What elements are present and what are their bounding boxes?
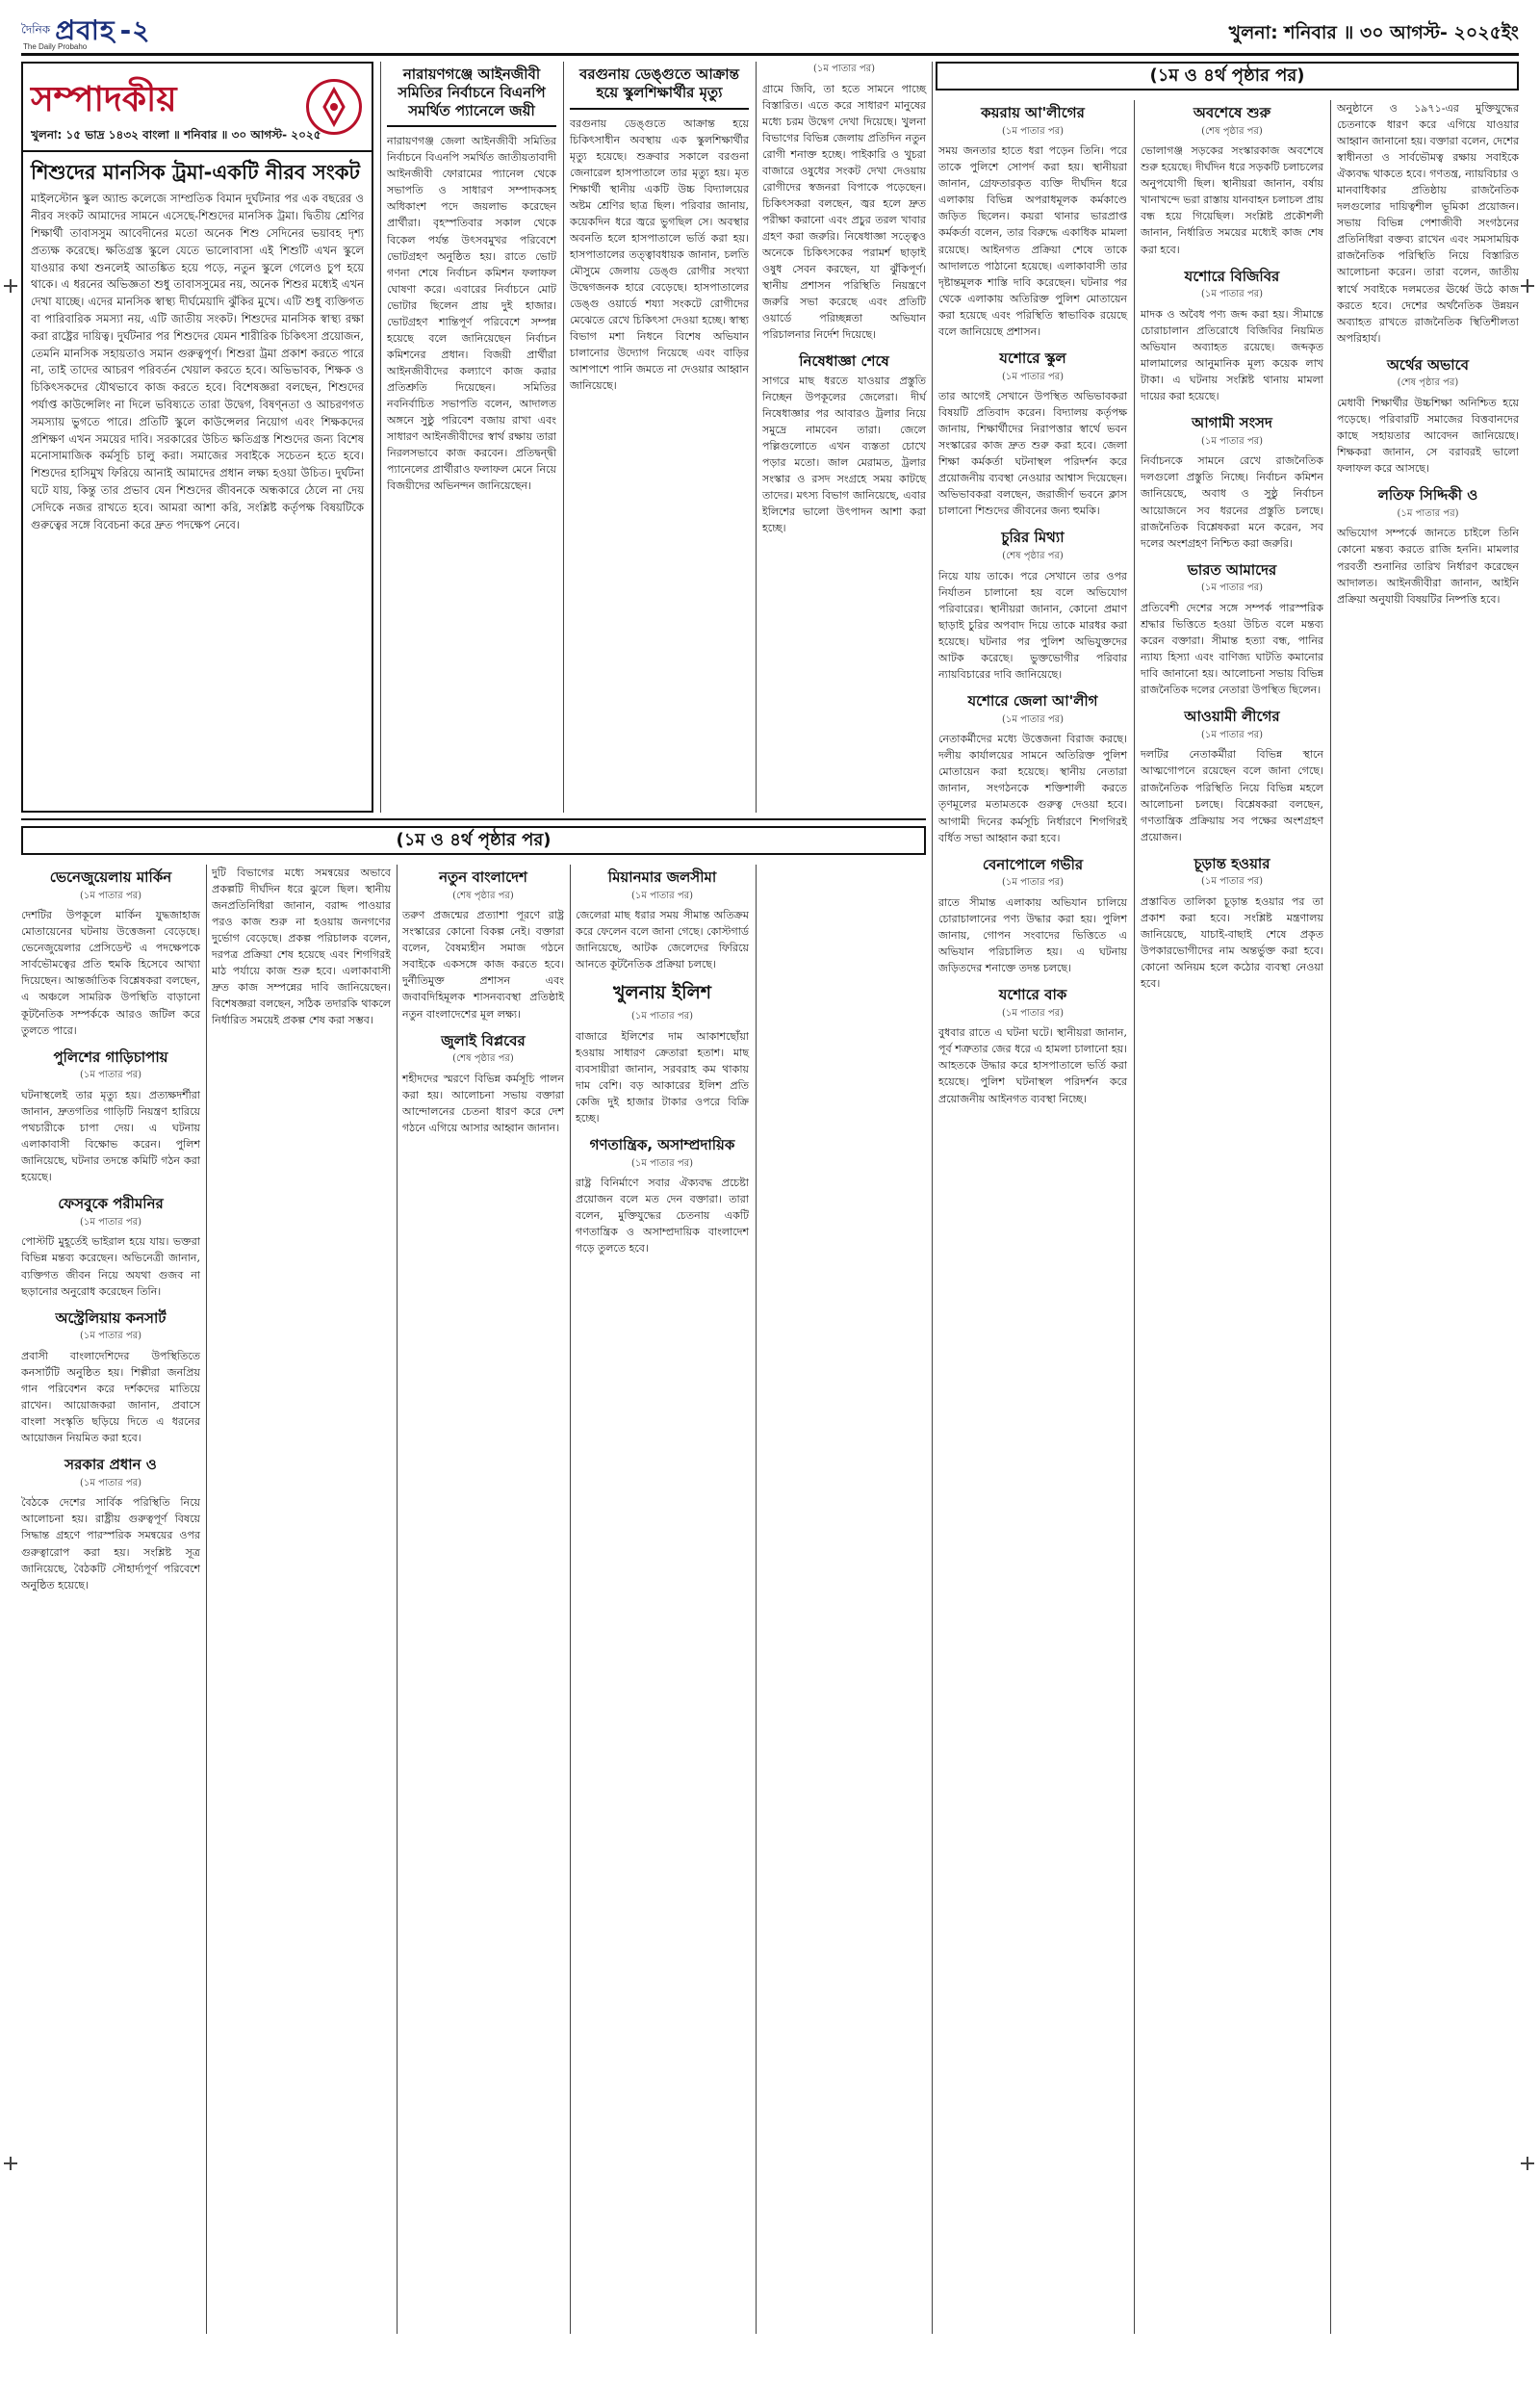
continuation-note: (১ম পাতার পর) (79, 1070, 142, 1081)
lower-column-4 (576, 865, 749, 1266)
story-headline[interactable]: যশোরে বাক (998, 986, 1067, 1004)
editorial-banner (23, 64, 372, 152)
continuation-note: (১ম পাতার পর) (1200, 582, 1264, 594)
story-headline[interactable]: নিষেধাজ্ঞা শেষে (799, 352, 889, 371)
continuation-note: (১ম পাতার পর) (79, 890, 142, 901)
story-body: দুটি বিভাগের মধ্যে সমন্বয়ের অভাবে প্রকল্পটি দীর্ঘদিন ধরে ঝুলে ছিল। স্থানীয় জনপ্রতিনিধিরা জানান, বরাদ্দ পাওয়ার পরও কাজ শুরু না হওয়ায় জনগণের দুর্ভোগ বেড়েছে। প্রকল্প পরিচালক বলেন, দরপত্র প্রক্রিয়া শেষ হয়েছে এবং শিগগিরই মাঠ পর্যায়ে কাজ শুরু হবে। এলাকাবাসী দ্রুত কাজ সম্পন্নের দাবি জানিয়েছেন। বিশেষজ্ঞরা বলছেন, সঠিক তদারকি থাকলে নির্ধারিত সময়েই প্রকল্প শেষ করা সম্ভব। (212, 867, 391, 1027)
editorial-headline[interactable]: শিশুদের মানসিক ট্রমা-একটি নীরব সংকট (31, 161, 360, 184)
column-divider (1134, 100, 1135, 2334)
story-body: বুধবার রাতে এ ঘটনা ঘটে। স্থানীয়রা জানান, পূর্ব শত্রুতার জের ধরে এ হামলা চালানো হয়। আহতকে উদ্ধার করে হাসপাতালে ভর্তি করা হয়েছে। পুলিশ ঘটনাস্থল পরিদর্শন করে প্রয়োজনীয় আইনগত ব্যবস্থা নিচ্ছে। (938, 1026, 1127, 1105)
column-divider (932, 62, 933, 2334)
right-column-b (1141, 100, 1323, 1001)
continuation-note: (১ম পাতার পর) (1001, 371, 1065, 382)
column-divider (380, 62, 381, 813)
lower-column-1 (21, 865, 200, 1603)
continuation-note: (১ম পাতার পর) (1200, 729, 1264, 740)
column-divider (397, 865, 398, 2334)
divider (570, 108, 749, 110)
story-lawyers-election (387, 62, 556, 504)
registration-mark-icon (4, 2157, 17, 2170)
story-body: দেশটির উপকূলে মার্কিন যুদ্ধজাহাজ মোতায়েনের ঘটনায় উত্তেজনা বেড়েছে। ভেনেজুয়েলার প্রেসিডেন্ট এ পদক্ষেপকে সার্বভৌমত্বের প্রতি হুমকি হিসেবে আখ্যা দিয়েছেন। আন্তর্জাতিক বিশ্লেষকরা বলছেন, এ অঞ্চলে সামরিক উপস্থিতি বাড়ানো কূটনৈতিক সম্পর্ককে আরও জটিল করে তুলতে পারে। (21, 909, 200, 1037)
story-headline[interactable]: অবশেষে শুরু (1193, 104, 1271, 121)
continuation-note: (১ম পাতার পর) (79, 1216, 142, 1228)
story-headline[interactable]: আওয়ামী লীগের (1184, 708, 1280, 726)
logo-subtitle: দৈনিক (21, 22, 51, 37)
story-body: মাদক ও অবৈধ পণ্য জব্দ করা হয়। সীমান্তে চোরাচালান প্রতিরোধে বিজিবির নিয়মিত অভিযান অব্যাহত রয়েছে। জব্দকৃত মালামালের আনুমানিক মূল্য কয়েক লাখ টাকা। এ ঘটনায় সংশ্লিষ্ট থানায় মামলা দায়ের করা হয়েছে। (1141, 307, 1323, 403)
continuation-note: (১ম পাতার পর) (1001, 125, 1065, 137)
continuation-note: (১ম পাতার পর) (1001, 1007, 1065, 1019)
continuation-note: (১ম পাতার পর) (630, 1011, 694, 1022)
continuation-banner: (১ম ও ৪র্থ পৃষ্ঠার পর) (936, 62, 1519, 91)
story-body: সাগরে মাছ ধরতে যাওয়ার প্রস্তুতি নিচ্ছেন উপকূলের জেলেরা। দীর্ঘ নিষেধাজ্ঞার পর আবারও ট্রলার নিয়ে সমুদ্রে নামবেন তারা। জেলে পল্লিগুলোতে এখন ব্যস্ততা চোখে পড়ার মতো। জাল মেরামত, ট্রলার সংস্কার ও রসদ সংগ্রহে সময় কাটছে তাদের। মৎস্য বিভাগ জানিয়েছে, এবার ইলিশের ভালো উৎপাদন আশা করা হচ্ছে। (762, 375, 926, 535)
story-body: তার আগেই সেখানে উপস্থিত অভিভাবকরা বিষয়টি প্রতিবাদ করেন। বিদ্যালয় কর্তৃপক্ষ জানায়, শিক্ষার্থীদের নিরাপত্তার স্বার্থে ভবন সংস্কারের কাজ দ্রুত শুরু করা হবে। জেলা শিক্ষা কর্মকর্তা ঘটনাস্থল পরিদর্শন করে প্রয়োজনীয় ব্যবস্থা নেওয়ার আশ্বাস দিয়েছেন। অভিভাবকরা বলছেন, জরাজীর্ণ ভবনে ক্লাস চালানো শিশুদের জীবনের জন্য হুমকি। (938, 390, 1127, 518)
story-body: মেধাবী শিক্ষার্থীর উচ্চশিক্ষা অনিশ্চিত হয়ে পড়েছে। পরিবারটি সমাজের বিত্তবানদের কাছে সহায়তার আবেদন জানিয়েছে। শিক্ষকরা জানান, সে বরাবরই ভালো ফলাফল করে আসছে। (1337, 396, 1519, 476)
continuation-note: (১ম পাতার পর) (630, 890, 694, 901)
story-headline[interactable]: সরকার প্রধান ও (64, 1456, 157, 1474)
story-headline[interactable]: নারায়ণগঞ্জে আইনজীবী সমিতির নির্বাচনে বিএনপি সমর্থিত প্যানেলে জয়ী (398, 65, 546, 119)
continuation-note: (শেষ পৃষ্ঠার পর) (1201, 125, 1263, 137)
continuation-note: (১ম পাতার পর) (1200, 435, 1264, 447)
section-rule (21, 818, 926, 820)
editorial-section (21, 62, 373, 813)
divider (387, 125, 556, 127)
story-body: ঘটনাস্থলেই তার মৃত্যু হয়। প্রত্যক্ষদর্শীরা জানান, দ্রুতগতির গাড়িটি নিয়ন্ত্রণ হারিয়ে পথচারীকে চাপা দেয়। এ ঘটনায় এলাকাবাসী বিক্ষোভ করেন। পুলিশ জানিয়েছে, ঘটনার তদন্তে কমিটি গঠন করা হয়েছে। (21, 1088, 200, 1184)
registration-mark-icon (1521, 279, 1534, 293)
story-headline[interactable]: যশোরে জেলা আ'লীগ (967, 692, 1098, 711)
story-body: বাজারে ইলিশের দাম আকাশছোঁয়া হওয়ায় সাধারণ ক্রেতারা হতাশ। মাছ ব্যবসায়ীরা জানান, সরবরাহ কম থাকায় দাম বেশি। বড় আকারের ইলিশ প্রতি কেজি দুই হাজার টাকার ওপরে বিক্রি হচ্ছে। (576, 1029, 749, 1125)
logo-tagline: The Daily Probaho (23, 42, 88, 51)
story-headline[interactable]: ভেনেজুয়েলায় মার্কিন (49, 868, 172, 886)
story-body: প্রতিবেশী দেশের সঙ্গে সম্পর্ক পারস্পরিক শ্রদ্ধার ভিত্তিতে হওয়া উচিত বলে মন্তব্য করেন বক্তারা। সীমান্ত হত্যা বন্ধ, পানির ন্যায্য হিস্যা এবং বাণিজ্য ঘাটতি কমানোর দাবি জানানো হয়। আলোচনা সভায় বিভিন্ন রাজনৈতিক দলের নেতারা উপস্থিত ছিলেন। (1141, 601, 1323, 697)
story-body: বৈঠকে দেশের সার্বিক পরিস্থিতি নিয়ে আলোচনা হয়। রাষ্ট্রীয় গুরুত্বপূর্ণ বিষয়ে সিদ্ধান্ত গ্রহণে পারস্পরিক সমন্বয়ের ওপর গুরুত্বারোপ করা হয়। সংশ্লিষ্ট সূত্র জানিয়েছে, বৈঠকটি সৌহার্দ্যপূর্ণ পরিবেশে অনুষ্ঠিত হয়েছে। (21, 1496, 200, 1592)
story-body: অভিযোগ সম্পর্কে জানতে চাইলে তিনি কোনো মন্তব্য করতে রাজি হননি। মামলার পরবর্তী শুনানির তারিখ নির্ধারণ করেছেন আদালত। আইনজীবীরা জানান, আইনি প্রক্রিয়া অনুযায়ী বিষয়টির নিষ্পত্তি হবে। (1337, 527, 1519, 606)
story-headline[interactable]: নতুন বাংলাদেশ (439, 868, 527, 886)
story-headline[interactable]: চুরির মিথ্যা (1001, 529, 1065, 547)
column-divider (563, 62, 564, 813)
story-body: নিয়ে যায় তাকে। পরে সেখানে তার ওপর নির্যাতন চালানো হয় বলে অভিযোগ পরিবারের। স্থানীয়রা জানান, কোনো প্রমাণ ছাড়াই চুরির অপবাদ দিয়ে তাকে মারধর করা হয়েছে। ঘটনার পর পুলিশ অভিযুক্তদের আটক করেছে। ভুক্তভোগীর পরিবার ন্যায়বিচারের দাবি জানিয়েছে। (938, 569, 1127, 681)
story-headline[interactable]: বেনাপোলে গভীর (982, 855, 1084, 873)
story-body: নেতাকর্মীদের মধ্যে উত্তেজনা বিরাজ করছে। দলীয় কার্যালয়ের সামনে অতিরিক্ত পুলিশ মোতায়েন করা হয়েছে। স্থানীয় নেতারা জানান, সংগঠনকে শক্তিশালী করতে তৃণমূলের মতামতকে গুরুত্ব দেওয়া হবে। আগামী দিনের কর্মসূচি নির্ধারণে শিগগিরই বর্ধিত সভা আহ্বান করা হবে। (938, 733, 1127, 844)
newspaper-logo[interactable] (21, 10, 151, 54)
story-headline[interactable]: গণতান্ত্রিক, অসাম্প্রদায়িক (589, 1135, 735, 1153)
column-divider (206, 865, 207, 2334)
continuation-note: (শেষ পৃষ্ঠার পর) (452, 1053, 514, 1065)
right-column-c (1337, 100, 1519, 617)
story-body: শহীদদের স্মরণে বিভিন্ন কর্মসূচি পালন করা হয়। আলোচনা সভায় বক্তারা আন্দোলনের চেতনা ধারণ করে দেশ গঠনে এগিয়ে আসার আহ্বান জানান। (402, 1072, 564, 1134)
story-body: পোস্টটি মুহূর্তেই ভাইরাল হয়ে যায়। ভক্তরা বিভিন্ন মন্তব্য করেছেন। অভিনেত্রী জানান, ব্যক্তিগত জীবন নিয়ে অযথা গুজব না ছড়ানোর অনুরোধ করেছেন তিনি। (21, 1235, 200, 1298)
story-dengue (570, 62, 749, 403)
story-headline[interactable]: আগামী সংসদ (1192, 414, 1272, 432)
continuation-note: (১ম পাতার পর) (1200, 289, 1264, 300)
story-body: বরগুনায় ডেঙ্গুতে আক্রান্ত হয়ে চিকিৎসাধীন অবস্থায় এক স্কুলশিক্ষার্থীর মৃত্যু হয়েছে। শুক্রবার সকালে বরগুনা জেনারেল হাসপাতালে তার মৃত্যু হয়। মৃত শিক্ষার্থী স্থানীয় একটি উচ্চ বিদ্যালয়ের অষ্টম শ্রেণির ছাত্র ছিল। পরিবার জানায়, কয়েকদিন ধরে জ্বরে ভুগছিল সে। অবস্থার অবনতি হলে হাসপাতালে ভর্তি করা হয়। হাসপাতালের তত্ত্বাবধায়ক জানান, চলতি মৌসুমে জেলায় ডেঙ্গু রোগীর সংখ্যা উদ্বেগজনক হারে বেড়েছে। হাসপাতালের ডেঙ্গু ওয়ার্ডে শয্যা সংকটে রোগীদের মেঝেতে রেখে চিকিৎসা দেওয়া হচ্ছে। স্বাস্থ্য বিভাগ মশা নিধনে বিশেষ অভিযান চালানোর উদ্যোগ নিয়েছে এবং বাড়ির আশপাশে পানি জমতে না দেওয়ার আহ্বান জানিয়েছে। (570, 116, 749, 393)
story-body: রাষ্ট্র বিনির্মাণে সবার ঐক্যবদ্ধ প্রচেষ্টা প্রয়োজন বলে মত দেন বক্তারা। তারা বলেন, মুক্তিযুদ্ধের চেতনায় একটি গণতান্ত্রিক ও অসাম্প্রদায়িক বাংলাদেশ গড়ে তুলতে হবে। (576, 1177, 749, 1255)
continuation-note: (১ম পাতার পর) (1200, 876, 1264, 888)
continuation-note: (১ম পাতার পর) (79, 1331, 142, 1342)
continuation-note: (১ম পাতার পর) (812, 64, 876, 74)
lower-column-2 (212, 865, 391, 1038)
continuation-note: (১ম পাতার পর) (1397, 507, 1459, 519)
story-headline[interactable]: যশোরে বিজিবির (1184, 267, 1280, 285)
story-headline[interactable]: অর্থের অভাবে (1386, 355, 1470, 374)
column-divider (570, 865, 571, 2334)
story-headline[interactable]: অস্ট্রেলিয়ায় কনসার্ট (55, 1308, 167, 1327)
story-headline[interactable]: লতিফ সিদ্দিকী ও (1377, 486, 1478, 505)
story-headline[interactable]: বরগুনায় ডেঙ্গুতে আক্রান্ত হয়ে স্কুলশিক্ষার্থীর মৃত্যু (579, 65, 739, 101)
editorial-body: মাইলস্টোন স্কুল অ্যান্ড কলেজে সাম্প্রতিক বিমান দুর্ঘটনার পর এক বছরের ও নীরব সংকট আমাদের সামনে এসেছে-শিশুদের মানসিক ট্রমা। দ্বিতীয় শ্রেণির শিক্ষার্থী তাবাসসুম আবেদীনের মতো অনেক শিশু সেদিনের ভয়াবহ দৃশ্য প্রত্যক্ষ করেছে। ক্ষতিগ্রস্ত স্কুলে যেতে ভালোবাসা এই শিশুটি এখন স্কুলে যাওয়ার কথা শুনলেই আতঙ্কিত হয়ে পড়ে, নতুন স্কুলে গেলেও চুপ হয়ে থাকে। এ ধরনের অভিজ্ঞতা শুধু তাবাসসুমের নয়, অনেক শিশুর মধ্যেই এখন দেখা যাচ্ছে। এদের মানসিক স্বাস্থ্য দীর্ঘমেয়াদি ঝুঁকির মুখে। এটি শুধু ব্যক্তিগত বা পারিবারিক সমস্যা নয়, এটি জাতীয় সংকট। শিশুদের মানসিক স্বাস্থ্য রক্ষা করা রাষ্ট্রের দায়িত্ব। দুর্ঘটনার পর শিশুদের যেমন শারীরিক চিকিৎসা প্রয়োজন, তেমনি মানসিক সহায়তাও সমান গুরুত্বপূর্ণ। শিশুরা ট্রমা প্রকাশ করতে পারে না, তাই তাদের আচরণ পরিবর্তন খেয়াল করতে হবে। অভিভাবক, শিক্ষক ও চিকিৎসকদের যৌথভাবে কাজ করতে হবে। বিশেষজ্ঞরা বলছেন, শিশুদের পর্যাপ্ত কাউন্সেলিং না দিলে ভবিষ্যতে তারা উদ্বেগ, বিষণ্নতা ও আচরণগত সমস্যায় ভুগতে পারে। প্রতিটি স্কুলে কাউন্সেলর নিয়োগ এবং শিক্ষকদের প্রশিক্ষণ এখন সময়ের দাবি। সরকারের উচিত ক্ষতিগ্রস্ত শিশুদের জন্য বিশেষ মনোসামাজিক কর্মসূচি চালু করা। সমাজের সবাইকে সচেতন হতে হবে। শিশুদের হাসিমুখ ফিরিয়ে আনাই আমাদের প্রধান লক্ষ্য হওয়া উচিত। দুর্ঘটনা ঘটে যায়, কিন্তু তার প্রভাব যেন শিশুদের জীবনকে অন্ধকারে ঠেলে না দেয় সেদিকে নজর রাখতে হবে। আমরা আশা করি, সংশ্লিষ্ট কর্তৃপক্ষ বিষয়টিকে গুরুত্বের সঙ্গে বিবেচনা করে দ্রুত পদক্ষেপ নেবে। (31, 192, 364, 531)
story-headline[interactable]: চূড়ান্ত হওয়ার (1194, 854, 1270, 872)
story-headline[interactable]: খুলনায় ইলিশ (612, 982, 711, 1004)
story-headline[interactable]: কয়রায় আ'লীগের (981, 104, 1085, 121)
story-headline[interactable]: যশোরে স্কুল (999, 349, 1066, 367)
story-body: ভোলাগঞ্জ সড়কের সংস্কারকাজ অবশেষে শুরু হয়েছে। দীর্ঘদিন ধরে সড়কটি চলাচলের অনুপযোগী ছিল। স্থানীয়রা জানান, বর্ষায় খানাখন্দে ভরা রাস্তায় যানবাহন চলাচল প্রায় বন্ধ হয়ে গিয়েছিল। সংশ্লিষ্ট প্রকৌশলী জানান, নির্ধারিত সময়ের মধ্যেই কাজ শেষ করা হবে। (1141, 144, 1323, 256)
column-divider (1330, 100, 1331, 2334)
continuation-note: (১ম পাতার পর) (1001, 713, 1065, 725)
continuation-note: (১ম পাতার পর) (1001, 877, 1065, 889)
editorial-dateline: খুলনা: ১৫ ভাদ্র ১৪৩২ বাংলা ॥ শনিবার ॥ ৩০ আগস্ট- ২০২৫ (31, 128, 321, 142)
continuation-banner: (১ম ও ৪র্থ পৃষ্ঠার পর) (21, 826, 926, 855)
editorial-title: সম্পাদকীয় (31, 80, 177, 119)
page-number: -২ (119, 14, 151, 46)
story-body: সময় জনতার হাতে ধরা পড়েন তিনি। পরে তাকে পুলিশে সোপর্দ করা হয়। স্থানীয়রা জানান, গ্রেফতারকৃত ব্যক্তি দীর্ঘদিন ধরে এলাকায় বিভিন্ন অপরাধমূলক কর্মকাণ্ডে জড়িত ছিলেন। কয়রা থানার ভারপ্রাপ্ত কর্মকর্তা বলেন, তার বিরুদ্ধে একাধিক মামলা রয়েছে। আইনগত প্রক্রিয়া শেষে তাকে আদালতে পাঠানো হয়েছে। এলাকাবাসী তার দৃষ্টান্তমূলক শাস্তি দাবি করেছেন। ঘটনার পর থেকে এলাকায় অতিরিক্ত পুলিশ মোতায়েন করা হয়েছে এবং পরিস্থিতি স্বাভাবিক রয়েছে বলে জানিয়েছে প্রশাসন। (938, 144, 1127, 338)
story-body: গ্রামে জিবি, তা হতে সামনে পাচ্ছে বিস্তারিত। এতে করে সাধারণ মানুষের মধ্যে চরম উদ্বেগ দেখা দিয়েছে। খুলনা বিভাগের বিভিন্ন জেলায় প্রতিদিন নতুন রোগী শনাক্ত হচ্ছে। পাইকারি ও খুচরা বাজারে ওষুধের সংকট দেখা দেওয়ায় রোগীদের স্বজনরা বিপাকে পড়েছেন। চিকিৎসকরা বলছেন, জ্বর হলে দ্রুত পরীক্ষা করানো এবং প্রচুর তরল খাবার গ্রহণ করা জরুরি। নিষেধাজ্ঞা সত্ত্বেও অনেকে চিকিৎসকের পরামর্শ ছাড়াই ওষুধ সেবন করছেন, যা ঝুঁকিপূর্ণ। স্থানীয় প্রশাসন পরিস্থিতি নিয়ন্ত্রণে জরুরি সভা করেছে এবং প্রতিটি ওয়ার্ডে পরিচ্ছন্নতা অভিযান পরিচালনার নির্দেশ দিয়েছে। (762, 82, 926, 342)
story-body: প্রস্তাবিত তালিকা চূড়ান্ত হওয়ার পর তা প্রকাশ করা হবে। সংশ্লিষ্ট মন্ত্রণালয় জানিয়েছে, যাচাই-বাছাই শেষে প্রকৃত উপকারভোগীদের নাম অন্তর্ভুক্ত করা হবে। কোনো অনিয়ম হলে কঠোর ব্যবস্থা নেওয়া হবে। (1141, 894, 1323, 991)
story-body: দলটির নেতাকর্মীরা বিভিন্ন স্থানে আত্মগোপনে রয়েছেন বলে জানা গেছে। রাজনৈতিক পরিস্থিতি নিয়ে বিভিন্ন মহলে আলোচনা চলছে। বিশ্লেষকরা বলছেন, গণতান্ত্রিক প্রক্রিয়ায় সব পক্ষের অংশগ্রহণ প্রয়োজন। (1141, 748, 1323, 843)
story-headline[interactable]: মিয়ানমার জলসীমা (607, 868, 717, 886)
story-headline[interactable]: জুলাই বিপ্লবের (441, 1031, 526, 1049)
continuation-note: (শেষ পৃষ্ঠার পর) (1397, 377, 1459, 389)
story-headline[interactable]: ফেসবুকে পরীমনির (58, 1195, 164, 1213)
registration-mark-icon (4, 279, 17, 293)
logo-name: প্রবাহ (55, 14, 116, 46)
story-body: জেলেরা মাছ ধরার সময় সীমান্ত অতিক্রম করে ফেলেন বলে জানা গেছে। কোস্টগার্ড জানিয়েছে, আটক জেলেদের ফিরিয়ে আনতে কূটনৈতিক প্রক্রিয়া চলছে। (576, 909, 749, 971)
story-body: অনুষ্ঠানে ও ১৯৭১-এর মুক্তিযুদ্ধের চেতনাকে ধারণ করে এগিয়ে যাওয়ার আহ্বান জানানো হয়। বক্তারা বলেন, দেশের স্বাধীনতা ও সার্বভৌমত্ব রক্ষায় সবাইকে ঐক্যবদ্ধ থাকতে হবে। গণতন্ত্র, ন্যায়বিচার ও মানবাধিকার প্রতিষ্ঠায় রাজনৈতিক দলগুলোর দায়িত্বশীল ভূমিকা প্রয়োজন। সভায় বিভিন্ন পেশাজীবী সংগঠনের প্রতিনিধিরা বক্তব্য রাখেন এবং সমসাময়িক রাজনৈতিক পরিস্থিতি নিয়ে বিস্তারিত আলোচনা করেন। তারা বলেন, জাতীয় স্বার্থে সবাইকে দলমতের ঊর্ধ্বে উঠে কাজ করতে হবে। দেশের অর্থনৈতিক উন্নয়ন অব্যাহত রাখতে রাজনৈতিক স্থিতিশীলতা অপরিহার্য। (1337, 102, 1519, 345)
story-body: নির্বাচনকে সামনে রেখে রাজনৈতিক দলগুলো প্রস্তুতি নিচ্ছে। নির্বাচন কমিশন জানিয়েছে, অবাধ ও সুষ্ঠু নির্বাচন আয়োজনে সব ধরনের প্রস্তুতি চলছে। রাজনৈতিক বিশ্লেষকরা মনে করেন, সব দলের অংশগ্রহণ নিশ্চিত করা জরুরি। (1141, 454, 1323, 550)
story-body: নারায়ণগঞ্জ জেলা আইনজীবী সমিতির নির্বাচনে বিএনপি সমর্থিত জাতীয়তাবাদী আইনজীবী ফোরামের প্যানেল থেকে সভাপতি ও সাধারণ সম্পাদকসহ অধিকাংশ পদে জয়লাভ করেছেন প্রার্থীরা। বৃহস্পতিবার সকাল থেকে বিকেল পর্যন্ত উৎসবমুখর পরিবেশে ভোটগ্রহণ অনুষ্ঠিত হয়। রাতে ভোট গণনা শেষে নির্বাচন কমিশন ফলাফল ঘোষণা করে। এবারের নির্বাচনে মোট ভোটার ছিলেন প্রায় দুই হাজার। ভোটগ্রহণ শান্তিপূর্ণ পরিবেশে সম্পন্ন হয়েছে বলে জানিয়েছেন নির্বাচন কমিশনের প্রধান। বিজয়ী প্রার্থীরা আইনজীবীদের কল্যাণে কাজ করার প্রতিশ্রুতি দিয়েছেন। সমিতির নবনির্বাচিত সভাপতি বলেন, আদালত অঙ্গনে সুষ্ঠু পরিবেশ বজায় রাখা এবং সাধারণ আইনজীবীদের স্বার্থ রক্ষায় তারা নিরলসভাবে কাজ করবেন। প্রতিদ্বন্দ্বী প্যানেলের প্রার্থীরাও ফলাফল মেনে নিয়ে বিজয়ীদের অভিনন্দন জানিয়েছেন। (387, 135, 556, 493)
continuation-note: (শেষ পৃষ্ঠার পর) (1002, 551, 1064, 562)
page-dateline: খুলনা: শনিবার ॥ ৩০ আগস্ট- ২০২৫ইং (1228, 22, 1519, 43)
continuation-note: (শেষ পৃষ্ঠার পর) (452, 890, 514, 901)
masthead (21, 8, 1519, 56)
registration-mark-icon (1521, 2157, 1534, 2170)
story-continued (762, 62, 926, 546)
continuation-note: (১ম পাতার পর) (79, 1477, 142, 1488)
column-divider (756, 865, 757, 2334)
continuation-note: (১ম পাতার পর) (630, 1157, 694, 1169)
story-body: রাতে সীমান্ত এলাকায় অভিযান চালিয়ে চোরাচালানের পণ্য উদ্ধার করা হয়। পুলিশ জানায়, গোপন সংবাদের ভিত্তিতে এ অভিযান পরিচালিত হয়। এ ঘটনায় জড়িতদের শনাক্তে তদন্ত চলছে। (938, 895, 1127, 975)
story-headline[interactable]: পুলিশের গাড়িচাপায় (53, 1048, 168, 1066)
story-headline[interactable]: ভারত আমাদের (1187, 560, 1277, 579)
right-column-a (938, 100, 1127, 1117)
story-body: তরুণ প্রজন্মের প্রত্যাশা পূরণে রাষ্ট্র সংস্কারের কোনো বিকল্প নেই। বক্তারা বলেন, বৈষম্যহীন সমাজ গঠনে সবাইকে একসঙ্গে কাজ করতে হবে। দুর্নীতিমুক্ত প্রশাসন এবং জবাবদিহিমূলক শাসনব্যবস্থা প্রতিষ্ঠাই নতুন বাংলাদেশের মূল লক্ষ্য। (402, 909, 564, 1021)
column-divider (756, 62, 757, 813)
story-body: প্রবাসী বাংলাদেশিদের উপস্থিতিতে কনসার্টটি অনুষ্ঠিত হয়। শিল্পীরা জনপ্রিয় গান পরিবেশন করে দর্শকদের মাতিয়ে রাখেন। আয়োজকরা জানান, প্রবাসে বাংলা সংস্কৃতি ছড়িয়ে দিতে এ ধরনের আয়োজন নিয়মিত করা হবে। (21, 1349, 200, 1445)
lower-column-3 (402, 865, 564, 1146)
